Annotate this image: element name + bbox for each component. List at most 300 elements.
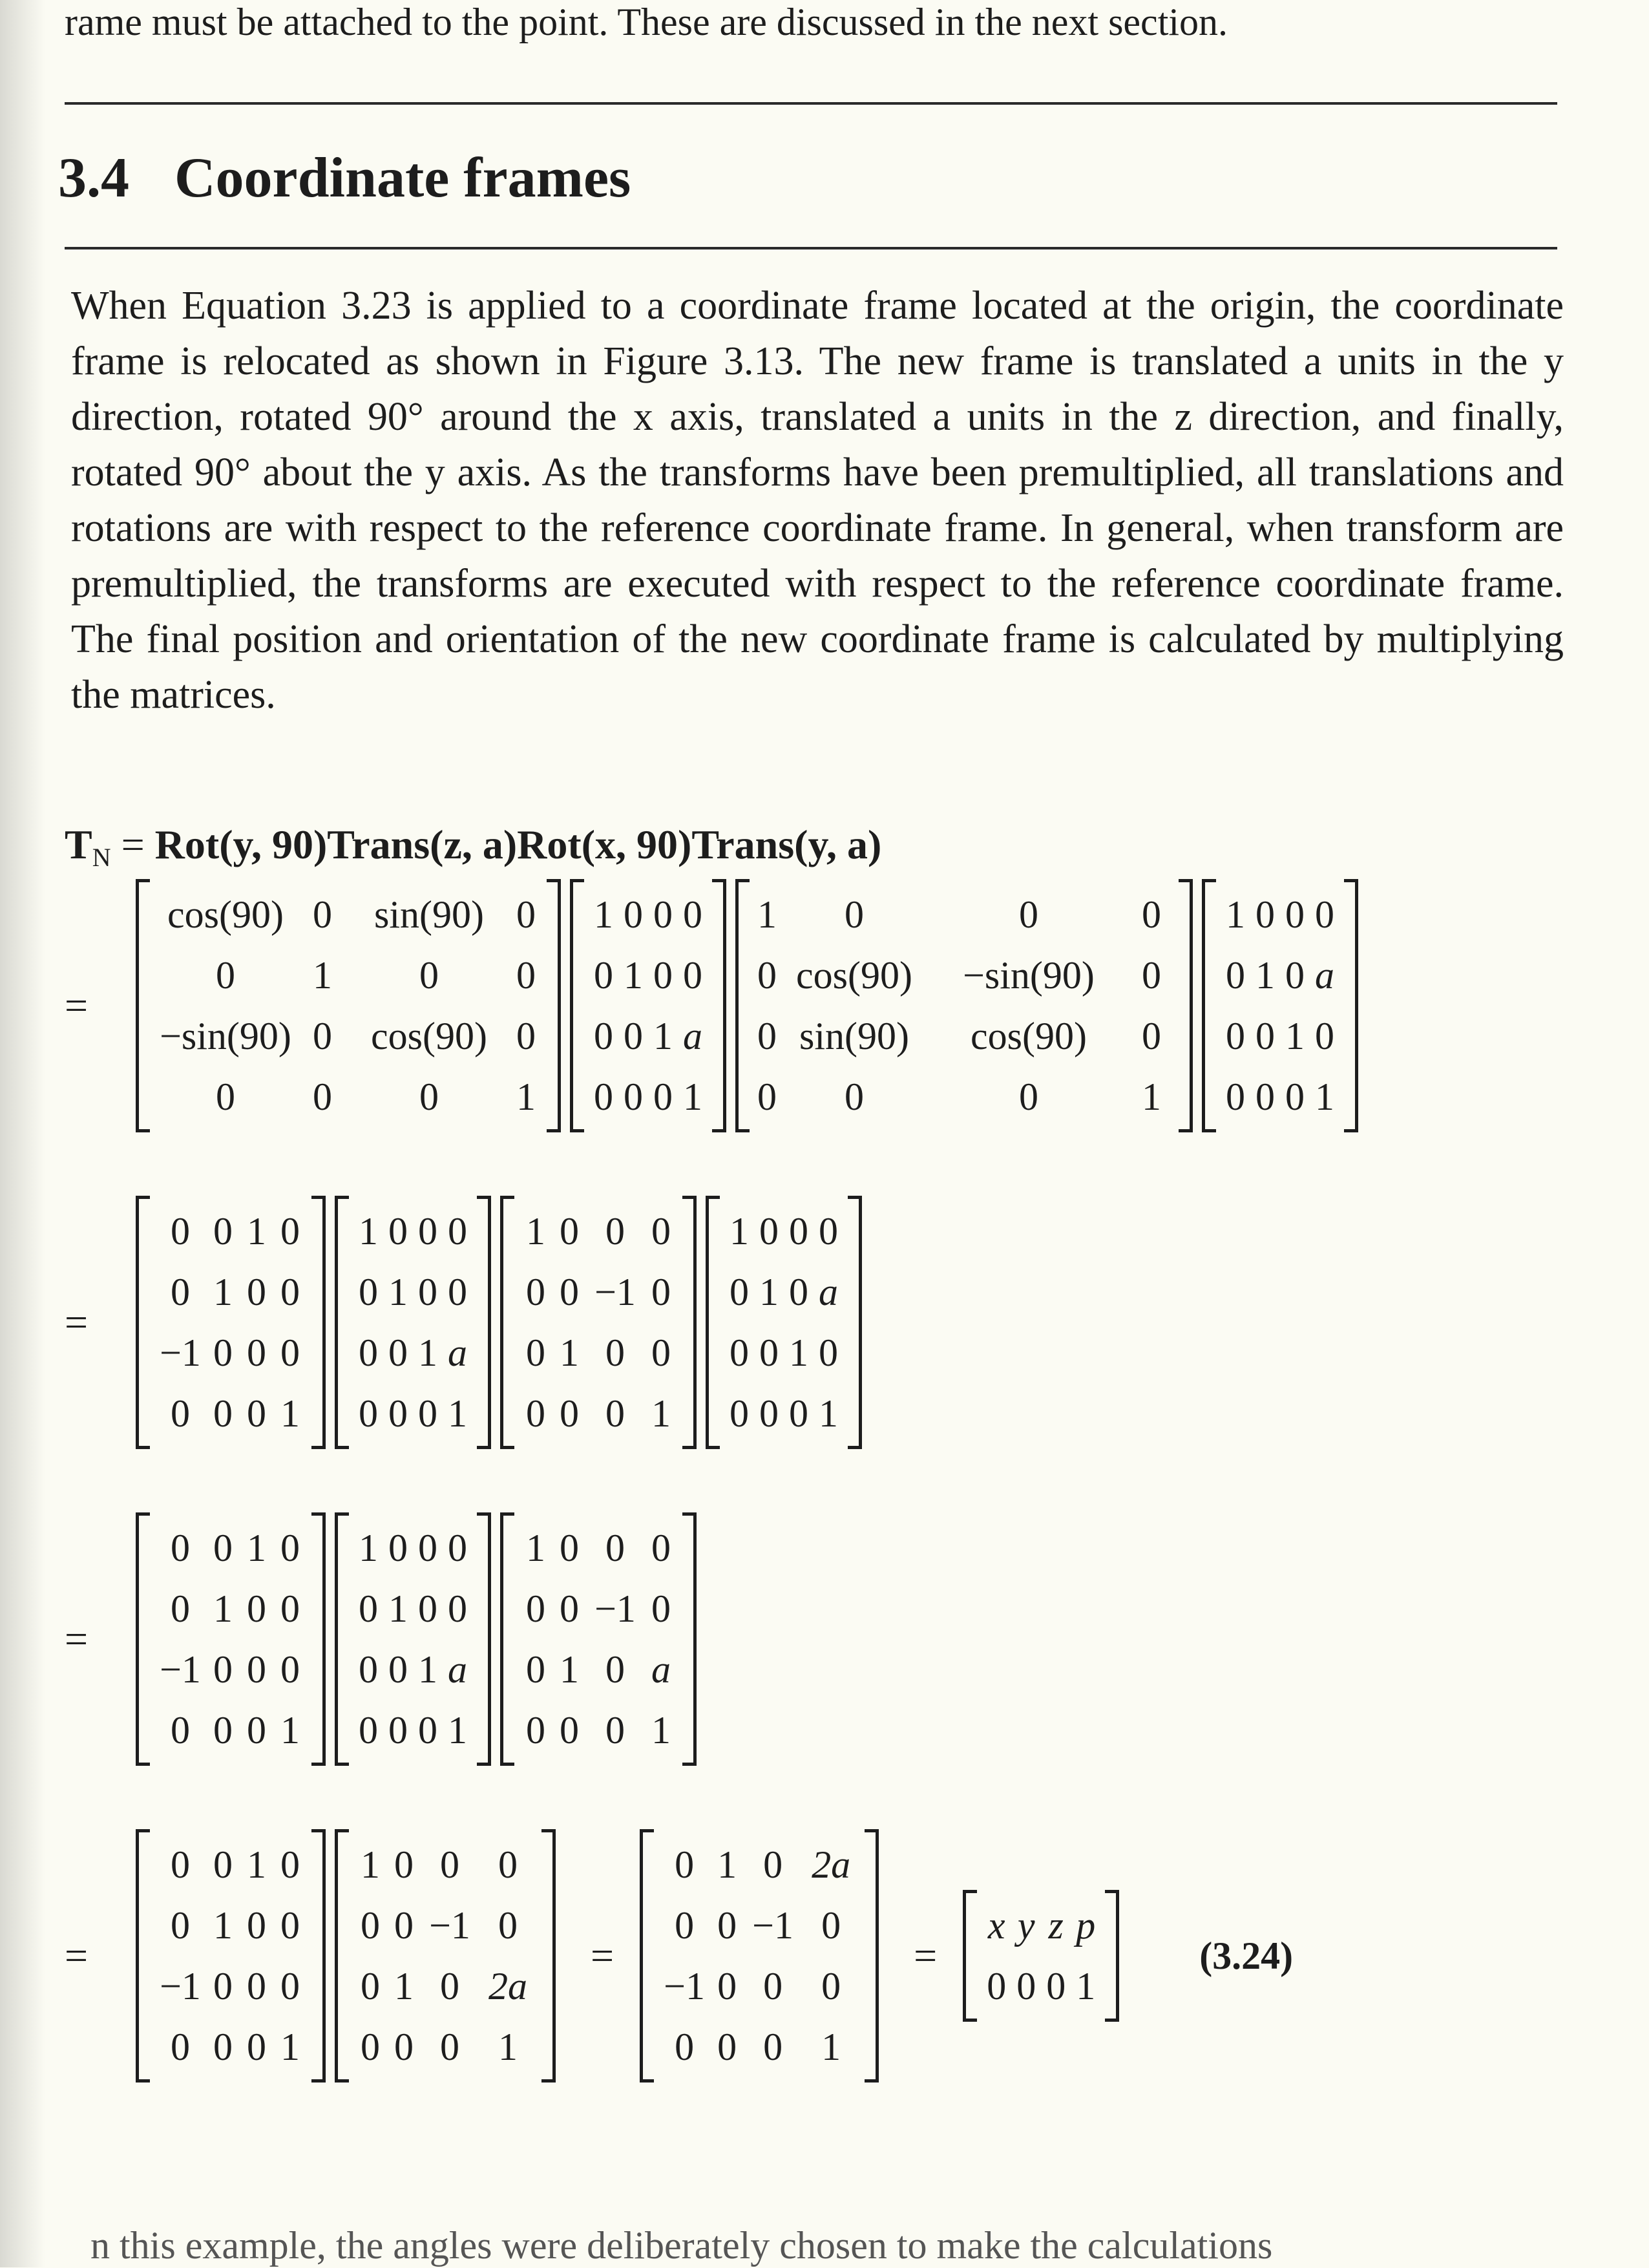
matrix-cell: −1: [160, 1965, 201, 2008]
matrix-row: [1221, 884, 1339, 945]
eq-equals: =: [121, 821, 145, 867]
matrix-cell: 1: [821, 2026, 841, 2068]
matrix-cell: 0: [247, 1965, 266, 2008]
matrix-row: [154, 1578, 307, 1639]
matrix-cell: 0: [624, 1015, 643, 1057]
matrix-row: [754, 884, 1174, 945]
matrix-cell: 1: [757, 893, 777, 936]
matrix-row: [353, 1578, 472, 1639]
matrix-cell: 0: [440, 2026, 459, 2068]
matrix-cell: 0: [594, 1076, 613, 1118]
matrix-cell: 0: [498, 1904, 518, 1947]
matrix-row: [353, 1895, 537, 1956]
equation-row-1: [65, 879, 1367, 1132]
matrix-row: [589, 1066, 708, 1127]
matrix-cell: 0: [213, 1843, 233, 1886]
matrix-cell: 0: [605, 1648, 625, 1691]
matrix-cell: 0: [717, 2026, 737, 2068]
matrix-cell: −1: [429, 1904, 470, 1947]
matrix-cell: 0: [651, 1587, 671, 1630]
matrix-cell: 0: [394, 1904, 414, 1947]
matrix-cell: 0: [213, 1392, 233, 1435]
matrix-row: [353, 1518, 472, 1578]
matrix-cell: −sin(90): [963, 954, 1095, 997]
matrix-row: [519, 1322, 678, 1383]
matrix-row: [519, 1700, 678, 1761]
matrix-cell: 0: [440, 1965, 459, 2008]
matrix-cell: 0: [789, 1271, 808, 1313]
matrix-cell: 0: [1255, 893, 1275, 936]
matrix-cell: 0: [560, 1709, 579, 1752]
bottom-text-line: n this example, the angles were deliberately chosen to make the calculations: [90, 2224, 1273, 2267]
equation-number: (3.24): [1199, 1934, 1294, 1977]
matrix-cell: 1: [560, 1331, 579, 1374]
matrix-cell: 0: [560, 1271, 579, 1313]
matrix-row: [154, 884, 542, 945]
matrix-cell: 0: [1226, 1015, 1245, 1057]
matrix-cell: 0: [418, 1527, 437, 1569]
matrix-cell: 0: [1226, 1076, 1245, 1118]
result-matrix: [640, 1829, 879, 2083]
matrix-row: [353, 1956, 537, 2017]
matrix-cell: a: [683, 1015, 702, 1057]
matrix-cell: y: [1017, 1904, 1035, 1947]
matrix-cell: 0: [418, 1210, 437, 1253]
matrix-row: [154, 1639, 307, 1700]
matrix-cell: 0: [213, 1331, 233, 1374]
matrix-row: [754, 1066, 1174, 1127]
matrix-cell: a: [819, 1271, 838, 1313]
matrix-row: [658, 1834, 860, 1895]
matrix-cell: 0: [675, 1904, 695, 1947]
matrix-cell: sin(90): [799, 1015, 909, 1057]
matrix-cell: 0: [247, 1648, 266, 1691]
matrix-cell: 1: [280, 2026, 300, 2068]
matrix-3-1: [136, 1512, 326, 1766]
matrix-cell: 1: [280, 1709, 300, 1752]
matrix-cell: 0: [526, 1709, 545, 1752]
matrix-cell: 0: [1285, 954, 1305, 997]
matrix-cell: 0: [683, 954, 702, 997]
matrix-row: [154, 1383, 307, 1444]
matrix-cell: 0: [605, 1392, 625, 1435]
matrix-cell: 1: [359, 1527, 378, 1569]
eq-term-1: Rot(y, 90): [154, 821, 328, 867]
matrix-cell: 0: [1019, 893, 1038, 936]
matrix-cell: a: [448, 1648, 467, 1691]
matrix-cell: 0: [526, 1271, 545, 1313]
matrix-cell: 0: [653, 1076, 673, 1118]
matrix-cell: 0: [730, 1331, 749, 1374]
matrix-cell: 0: [624, 1076, 643, 1118]
matrix-row: [519, 1639, 678, 1700]
matrix-cell: 0: [526, 1648, 545, 1691]
matrix-cell: 1: [361, 1843, 380, 1886]
matrix-cell: 1: [1076, 1965, 1096, 2008]
equation-head: [65, 821, 881, 873]
section-number: 3.4: [58, 147, 129, 209]
matrix-cell: 1: [651, 1709, 671, 1752]
matrix-cell: −1: [594, 1271, 636, 1313]
matrix-cell: 1: [759, 1271, 779, 1313]
matrix-cell: a: [1315, 954, 1334, 997]
matrix-cell: 1: [388, 1271, 408, 1313]
matrix-cell: 1: [388, 1587, 408, 1630]
matrix-cell: 0: [757, 954, 777, 997]
matrix-cell: 1: [516, 1076, 536, 1118]
matrix-cell: 1: [789, 1331, 808, 1374]
matrix-cell: 0: [845, 1076, 864, 1118]
matrix-row: [154, 1518, 307, 1578]
eq-lhs: T: [65, 821, 92, 867]
matrix-cell: 1: [560, 1648, 579, 1691]
matrix-cell: −1: [752, 1904, 794, 1947]
matrix-row: [589, 884, 708, 945]
matrix-cell: 0: [526, 1331, 545, 1374]
matrix-row: [982, 1895, 1100, 1956]
matrix-cell: 1: [448, 1392, 467, 1435]
equals-sign: =: [65, 982, 89, 1028]
matrix-2-3: [500, 1196, 697, 1449]
matrix-cell: 0: [280, 1587, 300, 1630]
matrix-cell: 0: [359, 1271, 378, 1313]
matrix-cell: 1: [213, 1587, 233, 1630]
matrix-cell: 1: [624, 954, 643, 997]
eq-term-3: Rot(x, 90): [517, 821, 692, 867]
matrix-cell: 0: [394, 1843, 414, 1886]
matrix-cell: 0: [1315, 1015, 1334, 1057]
matrix-1-3: [735, 879, 1193, 1132]
matrix-cell: 0: [394, 2026, 414, 2068]
matrix-cell: −sin(90): [160, 1015, 291, 1057]
rule-top: [65, 102, 1557, 105]
matrix-cell: 0: [418, 1587, 437, 1630]
matrix-row: [589, 1006, 708, 1066]
matrix-4-1: [136, 1829, 326, 2083]
matrix-cell: 0: [757, 1015, 777, 1057]
matrix-cell: 0: [675, 1843, 695, 1886]
matrix-cell: a: [448, 1331, 467, 1374]
matrix-row: [353, 1639, 472, 1700]
matrix-cell: 0: [280, 1965, 300, 2008]
matrix-cell: 0: [1046, 1965, 1066, 2008]
matrix-cell: 0: [419, 1076, 439, 1118]
matrix-cell: 0: [526, 1392, 545, 1435]
matrix-cell: 1: [526, 1210, 545, 1253]
matrix-cell: 0: [388, 1709, 408, 1752]
matrix-cell: 0: [418, 1392, 437, 1435]
matrix-cell: 0: [388, 1527, 408, 1569]
matrix-cell: 0: [171, 1392, 190, 1435]
matrix-cell: 0: [280, 1648, 300, 1691]
matrix-row: [154, 1834, 307, 1895]
matrix-cell: 1: [526, 1527, 545, 1569]
matrix-cell: 0: [651, 1210, 671, 1253]
matrix-row: [353, 2017, 537, 2077]
matrix-cell: 0: [819, 1331, 838, 1374]
matrix-cell: 0: [440, 1843, 459, 1886]
matrix-row: [724, 1262, 843, 1322]
matrix-cell: 0: [359, 1587, 378, 1630]
matrix-cell: 0: [171, 1271, 190, 1313]
matrix-cell: 0: [845, 893, 864, 936]
matrix-cell: 0: [1285, 893, 1305, 936]
matrix-cell: 1: [213, 1904, 233, 1947]
matrix-cell: 0: [171, 1709, 190, 1752]
matrix-cell: 0: [216, 954, 235, 997]
matrix-1-4: [1202, 879, 1358, 1132]
matrix-row: [154, 1262, 307, 1322]
matrix-cell: 0: [717, 1904, 737, 1947]
matrix-cell: 0: [653, 954, 673, 997]
matrix-cell: 0: [594, 954, 613, 997]
matrix-2-4: [706, 1196, 862, 1449]
matrix-cell: 0: [448, 1527, 467, 1569]
matrix-cell: 0: [216, 1076, 235, 1118]
matrix-cell: 0: [717, 1965, 737, 2008]
matrix-cell: 0: [213, 1709, 233, 1752]
matrix-cell: 0: [171, 1843, 190, 1886]
matrix-cell: 0: [819, 1210, 838, 1253]
matrix-cell: 1: [1142, 1076, 1161, 1118]
equals-sign: =: [65, 1933, 89, 1978]
matrix-cell: 1: [717, 1843, 737, 1886]
matrix-row: [658, 1956, 860, 2017]
matrix-cell: 0: [1285, 1076, 1305, 1118]
matrix-cell: 1: [819, 1392, 838, 1435]
matrix-cell: 0: [1142, 1015, 1161, 1057]
matrix-cell: x: [987, 1904, 1005, 1947]
matrix-cell: 0: [213, 1527, 233, 1569]
matrix-cell: 0: [213, 1648, 233, 1691]
matrix-cell: 0: [419, 954, 439, 997]
matrix-cell: 0: [516, 954, 536, 997]
matrix-row: [1221, 1006, 1339, 1066]
matrix-cell: 0: [280, 1843, 300, 1886]
matrix-cell: 0: [388, 1331, 408, 1374]
equation-row-4: [65, 1829, 1293, 2083]
equals-sign: =: [591, 1933, 614, 1978]
section-title: Coordinate frames: [174, 147, 631, 209]
matrix-cell: 0: [247, 1392, 266, 1435]
matrix-row: [154, 1895, 307, 1956]
matrix-row: [154, 1006, 542, 1066]
matrix-cell: 0: [1315, 893, 1334, 936]
equals-sign: =: [65, 1299, 89, 1345]
matrix-row: [658, 2017, 860, 2077]
matrix-row: [519, 1262, 678, 1322]
matrix-4-2: [335, 1829, 556, 2083]
equals-sign: =: [65, 1616, 89, 1662]
matrix-cell: 2a: [488, 1965, 527, 2008]
matrix-cell: 0: [388, 1210, 408, 1253]
matrix-cell: 1: [247, 1843, 266, 1886]
matrix-cell: 0: [653, 893, 673, 936]
matrix-cell: 0: [313, 1015, 332, 1057]
matrix-cell: 0: [789, 1392, 808, 1435]
matrix-cell: 0: [171, 1527, 190, 1569]
matrix-cell: 0: [247, 1331, 266, 1374]
matrix-row: [519, 1201, 678, 1262]
matrix-cell: 0: [247, 1904, 266, 1947]
matrix-cell: 1: [280, 1392, 300, 1435]
matrix-cell: 0: [247, 1587, 266, 1630]
matrix-cell: 0: [1142, 893, 1161, 936]
matrix-cell: 0: [526, 1587, 545, 1630]
matrix-row: [154, 945, 542, 1006]
matrix-cell: 0: [247, 2026, 266, 2068]
matrix-row: [154, 1700, 307, 1761]
matrix-cell: z: [1048, 1904, 1064, 1947]
matrix-cell: 1: [418, 1331, 437, 1374]
matrix-cell: 0: [757, 1076, 777, 1118]
matrix-cell: 0: [213, 1965, 233, 2008]
matrix-3-2: [335, 1512, 491, 1766]
matrix-cell: 0: [498, 1843, 518, 1886]
matrix-cell: 0: [594, 1015, 613, 1057]
matrix-cell: 0: [418, 1709, 437, 1752]
matrix-cell: 0: [448, 1210, 467, 1253]
matrix-cell: 0: [759, 1331, 779, 1374]
matrix-cell: 0: [730, 1271, 749, 1313]
matrix-cell: 0: [821, 1904, 841, 1947]
matrix-cell: 1: [448, 1709, 467, 1752]
matrix-cell: 0: [1226, 954, 1245, 997]
matrix-cell: 0: [247, 1709, 266, 1752]
matrix-cell: cos(90): [167, 893, 284, 936]
matrix-cell: 0: [313, 893, 332, 936]
matrix-cell: 0: [448, 1271, 467, 1313]
matrix-row: [982, 1956, 1100, 2017]
matrix-2-1: [136, 1196, 326, 1449]
matrix-cell: 1: [730, 1210, 749, 1253]
matrix-cell: 0: [359, 1648, 378, 1691]
matrix-row: [154, 2017, 307, 2077]
matrix-cell: −1: [594, 1587, 636, 1630]
matrix-cell: sin(90): [374, 893, 484, 936]
matrix-row: [724, 1322, 843, 1383]
matrix-cell: 0: [213, 2026, 233, 2068]
matrix-cell: 0: [821, 1965, 841, 2008]
matrix-cell: 0: [651, 1527, 671, 1569]
matrix-cell: 0: [1255, 1076, 1275, 1118]
matrix-cell: 0: [516, 893, 536, 936]
matrix-cell: 0: [359, 1392, 378, 1435]
matrix-cell: 0: [516, 1015, 536, 1057]
matrix-cell: 0: [763, 1843, 783, 1886]
matrix-cell: cos(90): [371, 1015, 487, 1057]
matrix-cell: 0: [560, 1587, 579, 1630]
matrix-cell: 0: [171, 1210, 190, 1253]
matrix-cell: 0: [280, 1271, 300, 1313]
matrix-cell: 0: [605, 1709, 625, 1752]
general-frame-matrix: [963, 1890, 1119, 2022]
matrix-cell: 0: [1255, 1015, 1275, 1057]
matrix-row: [658, 1895, 860, 1956]
matrix-row: [353, 1700, 472, 1761]
matrix-cell: 0: [651, 1331, 671, 1374]
matrix-cell: 0: [759, 1210, 779, 1253]
section-heading: [58, 145, 631, 211]
eq-term-2: Trans(z, a): [327, 821, 518, 867]
matrix-cell: cos(90): [796, 954, 912, 997]
matrix-row: [154, 1322, 307, 1383]
matrix-cell: 0: [1142, 954, 1161, 997]
matrix-cell: 0: [280, 1331, 300, 1374]
matrix-row: [754, 1006, 1174, 1066]
equation-row-2: [65, 1196, 871, 1449]
matrix-cell: 0: [171, 1587, 190, 1630]
top-text-line: rame must be attached to the point. These are discussed in the next section.: [65, 1, 1228, 43]
matrix-cell: 1: [1226, 893, 1245, 936]
matrix-cell: 0: [683, 893, 702, 936]
matrix-cell: 0: [1016, 1965, 1036, 2008]
matrix-2-2: [335, 1196, 491, 1449]
matrix-cell: 1: [594, 893, 613, 936]
matrix-cell: 1: [498, 2026, 518, 2068]
matrix-cell: 0: [280, 1904, 300, 1947]
matrix-row: [353, 1322, 472, 1383]
matrix-cell: 0: [730, 1392, 749, 1435]
matrix-row: [589, 945, 708, 1006]
matrix-row: [353, 1262, 472, 1322]
matrix-cell: 1: [1285, 1015, 1305, 1057]
matrix-row: [754, 945, 1174, 1006]
matrix-cell: 0: [605, 1331, 625, 1374]
matrix-cell: 1: [1315, 1076, 1334, 1118]
matrix-cell: −1: [664, 1965, 706, 2008]
matrix-cell: 0: [388, 1648, 408, 1691]
matrix-cell: 0: [359, 1331, 378, 1374]
matrix-cell: 0: [789, 1210, 808, 1253]
matrix-cell: 1: [247, 1210, 266, 1253]
matrix-cell: 1: [653, 1015, 673, 1057]
matrix-1-2: [570, 879, 726, 1132]
eq-term-4: Trans(y, a): [691, 821, 882, 867]
matrix-cell: −1: [160, 1331, 201, 1374]
matrix-cell: 0: [1019, 1076, 1038, 1118]
matrix-cell: 0: [560, 1527, 579, 1569]
matrix-row: [1221, 945, 1339, 1006]
matrix-row: [353, 1201, 472, 1262]
matrix-row: [724, 1383, 843, 1444]
matrix-cell: 1: [313, 954, 332, 997]
matrix-cell: 0: [361, 1965, 380, 2008]
matrix-cell: 0: [605, 1527, 625, 1569]
matrix-cell: p: [1076, 1904, 1096, 1947]
rule-heading: [65, 247, 1557, 249]
matrix-cell: 0: [605, 1210, 625, 1253]
matrix-cell: 0: [361, 2026, 380, 2068]
matrix-cell: 0: [213, 1210, 233, 1253]
matrix-cell: 1: [359, 1210, 378, 1253]
matrix-row: [519, 1578, 678, 1639]
matrix-cell: cos(90): [971, 1015, 1087, 1057]
matrix-cell: 0: [280, 1210, 300, 1253]
matrix-cell: 1: [247, 1527, 266, 1569]
matrix-cell: 1: [394, 1965, 414, 2008]
binding-shadow: [0, 0, 45, 2267]
matrix-cell: 0: [280, 1527, 300, 1569]
matrix-cell: 0: [624, 893, 643, 936]
matrix-cell: 0: [763, 1965, 783, 2008]
matrix-row: [353, 1383, 472, 1444]
matrix-cell: 0: [560, 1392, 579, 1435]
matrix-row: [1221, 1066, 1339, 1127]
matrix-cell: 0: [388, 1392, 408, 1435]
matrix-row: [519, 1383, 678, 1444]
matrix-cell: −1: [160, 1648, 201, 1691]
